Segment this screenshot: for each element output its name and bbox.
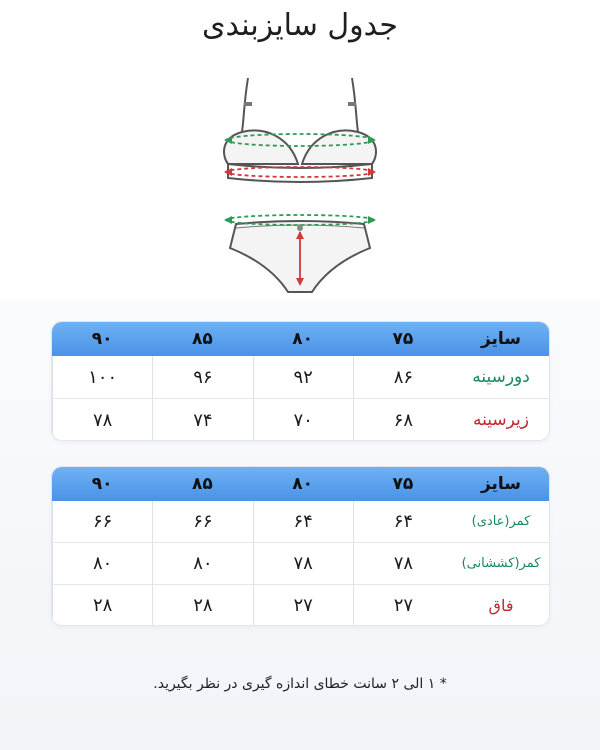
cell: ۶۸ xyxy=(353,399,453,440)
cell: ۷۸ xyxy=(52,399,152,440)
left-strap-slider xyxy=(244,102,252,106)
cell: ۷۸ xyxy=(353,543,453,584)
table-header xyxy=(52,322,549,356)
waist-arrow-left xyxy=(224,216,232,224)
header-size-85: ۸۵ xyxy=(192,474,213,494)
cell: ۲۸ xyxy=(152,585,252,625)
bra-band xyxy=(228,164,372,182)
bra-size-table xyxy=(52,322,549,440)
table-header xyxy=(52,467,549,501)
header-size-85: ۸۵ xyxy=(192,329,213,349)
cell: ۲۸ xyxy=(52,585,152,625)
table-row xyxy=(52,584,549,625)
table-row xyxy=(52,542,549,584)
cell: ۲۷ xyxy=(253,585,353,625)
cell: ۶۴ xyxy=(253,501,353,542)
header-size-label: سایز xyxy=(480,474,522,494)
measurement-tolerance-note: * ۱ الی ۲ سانت خطای اندازه گیری در نظر بگیرید. xyxy=(153,676,447,692)
header-size-90: ۹۰ xyxy=(91,329,113,349)
table-row xyxy=(52,501,549,542)
table-row xyxy=(52,398,549,440)
cell: ۶۶ xyxy=(152,501,252,542)
cell: ۷۰ xyxy=(253,399,353,440)
cell: ۶۴ xyxy=(353,501,453,542)
header-size-label: سایز xyxy=(480,329,522,349)
table-row xyxy=(52,356,549,398)
row-label-waist-stretch: کمر(کششانی) xyxy=(461,556,541,571)
header-size-90: ۹۰ xyxy=(91,474,113,494)
lingerie-measurement-illustration xyxy=(200,68,400,308)
cell: ۷۸ xyxy=(253,543,353,584)
panty-bow xyxy=(297,225,303,231)
cell: ۹۲ xyxy=(253,356,353,398)
header-size-80: ۸۰ xyxy=(292,474,314,494)
cell: ۲۷ xyxy=(353,585,453,625)
cell: ۸۰ xyxy=(152,543,252,584)
header-size-75: ۷۵ xyxy=(392,474,414,494)
cell: ۷۴ xyxy=(152,399,252,440)
header-size-80: ۸۰ xyxy=(292,329,314,349)
cell: ۸۰ xyxy=(52,543,152,584)
panty-size-table xyxy=(52,467,549,625)
right-strap-slider xyxy=(348,102,356,106)
header-size-75: ۷۵ xyxy=(392,329,414,349)
cell: ۹۶ xyxy=(152,356,252,398)
cell: ۱۰۰ xyxy=(52,356,152,398)
bra-right-cup xyxy=(302,130,376,164)
row-label-underbust: زیرسینه xyxy=(473,410,529,430)
row-label-bust: دورسینه xyxy=(472,367,530,387)
cell: ۸۶ xyxy=(353,356,453,398)
page-title: جدول سایزبندی xyxy=(202,8,398,43)
cell: ۶۶ xyxy=(52,501,152,542)
row-label-waist-regular: کمر(عادی) xyxy=(471,514,531,529)
waist-arrow-right xyxy=(368,216,376,224)
row-label-rise: فاق xyxy=(488,596,514,615)
